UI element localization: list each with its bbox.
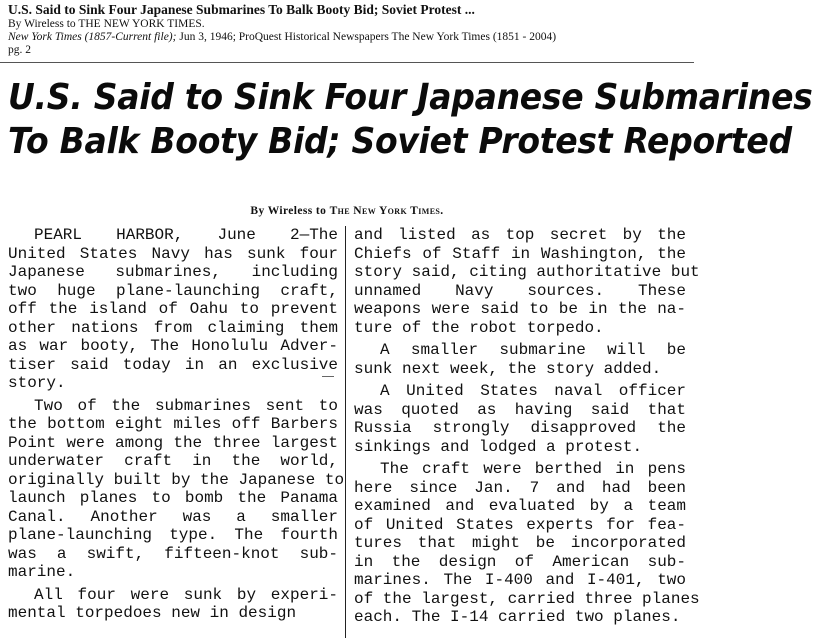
article-text-line: Russia strongly disapproved the xyxy=(354,419,686,437)
column-divider xyxy=(345,226,346,638)
article-text-line: ture of the robot torpedo. xyxy=(354,318,604,337)
article-text-line: tiser said today in an exclusive xyxy=(8,355,338,374)
article-text-line: PEARL HARBOR, June 2—The xyxy=(34,226,338,244)
article-text-line: of the largest, carried three planes xyxy=(354,589,700,608)
headline-line-1: U.S. Said to Sink Four Japanese Submarines xyxy=(8,77,813,118)
article-text-line: here since Jan. 7 and had been xyxy=(354,478,686,497)
article-text-line: as war booty, The Honolulu Adver- xyxy=(8,337,338,355)
article-column-left xyxy=(8,226,345,638)
citation-page: pg. 2 xyxy=(8,44,31,56)
article-text-line: of United States experts for fea- xyxy=(354,515,686,534)
article-text-line: launch planes to bomb the Panama xyxy=(8,489,338,507)
article-text-line: off the island of Oahu to prevent xyxy=(8,300,338,318)
article-text-line: The craft were berthed in pens xyxy=(380,460,686,478)
citation-source-details: Jun 3, 1946; ProQuest Historical Newspapers The New York Times (1851 - 2004) xyxy=(176,31,557,43)
article-text-line: the bottom eight miles off Barbers xyxy=(8,415,338,433)
citation-byline: By Wireless to THE NEW YORK TIMES. xyxy=(8,18,205,30)
article-text-line: sinkings and lodged a protest. xyxy=(354,437,643,456)
article-text-line: A smaller submarine will be xyxy=(380,341,686,359)
citation-title: U.S. Said to Sink Four Japanese Submarines To Balk Booty Bid; Soviet Protest ... xyxy=(8,2,475,17)
article-text-line: was a swift, fifteen-knot sub- xyxy=(8,544,338,563)
column-short-rule xyxy=(322,376,334,377)
article-text-line: was quoted as having said that xyxy=(354,400,686,419)
article-text-line: United States Navy has sunk four xyxy=(8,244,338,263)
article-text-line: sunk next week, the story added. xyxy=(354,359,662,378)
article-text-line: underwater craft in the world, xyxy=(8,452,338,470)
article-text-line: marines. The I-400 and I-401, two xyxy=(354,571,686,589)
article-text-line: All four were sunk by experi- xyxy=(34,585,338,604)
article-text-line: other nations from claiming them xyxy=(8,318,338,337)
byline-prefix: By Wireless to xyxy=(250,205,330,217)
article-text-line: and listed as top secret by the xyxy=(354,226,686,244)
citation-header xyxy=(8,0,688,57)
article-text-line: Japanese submarines, including xyxy=(8,263,338,281)
article-text-line: weapons were said to be in the na- xyxy=(354,300,686,318)
article-text-line: marine. xyxy=(8,563,76,581)
article-text-line: mental torpedoes new in design xyxy=(8,604,297,622)
article-text-line: Two of the submarines sent to xyxy=(34,396,338,415)
article-text-line: Canal. Another was a smaller xyxy=(8,507,338,526)
citation-source xyxy=(8,31,688,44)
article-text-line: unnamed Navy sources. These xyxy=(354,281,686,300)
article-text-line: plane-launching type. The fourth xyxy=(8,526,338,544)
article-headline xyxy=(8,76,813,164)
article-text-line: each. The I-14 carried two planes. xyxy=(354,608,681,626)
article-column-right xyxy=(354,226,700,638)
article-byline xyxy=(0,205,694,217)
article-text-line: examined and evaluated by a team xyxy=(354,497,686,515)
header-divider xyxy=(0,62,694,63)
citation-source-name: New York Times (1857-Current file); xyxy=(8,31,177,43)
headline-line-2: To Balk Booty Bid; Soviet Protest Reported xyxy=(8,121,792,162)
article-text-line: originally built by the Japanese to xyxy=(8,470,345,489)
article-text-line: Chiefs of Staff in Washington, the xyxy=(354,244,686,263)
article-text-line: story. xyxy=(8,374,66,392)
article-text-line: tures that might be incorporated xyxy=(354,534,686,552)
article-text-line: story said, citing authoritative but xyxy=(354,263,700,281)
article-text-line: two huge plane-launching craft, xyxy=(8,281,338,300)
article-text-line: Point were among the three largest xyxy=(8,433,338,452)
article-text-line: A United States naval officer xyxy=(380,382,686,400)
byline-paper: The New York Times. xyxy=(329,205,444,217)
article-text-line: in the design of American sub- xyxy=(354,552,686,571)
